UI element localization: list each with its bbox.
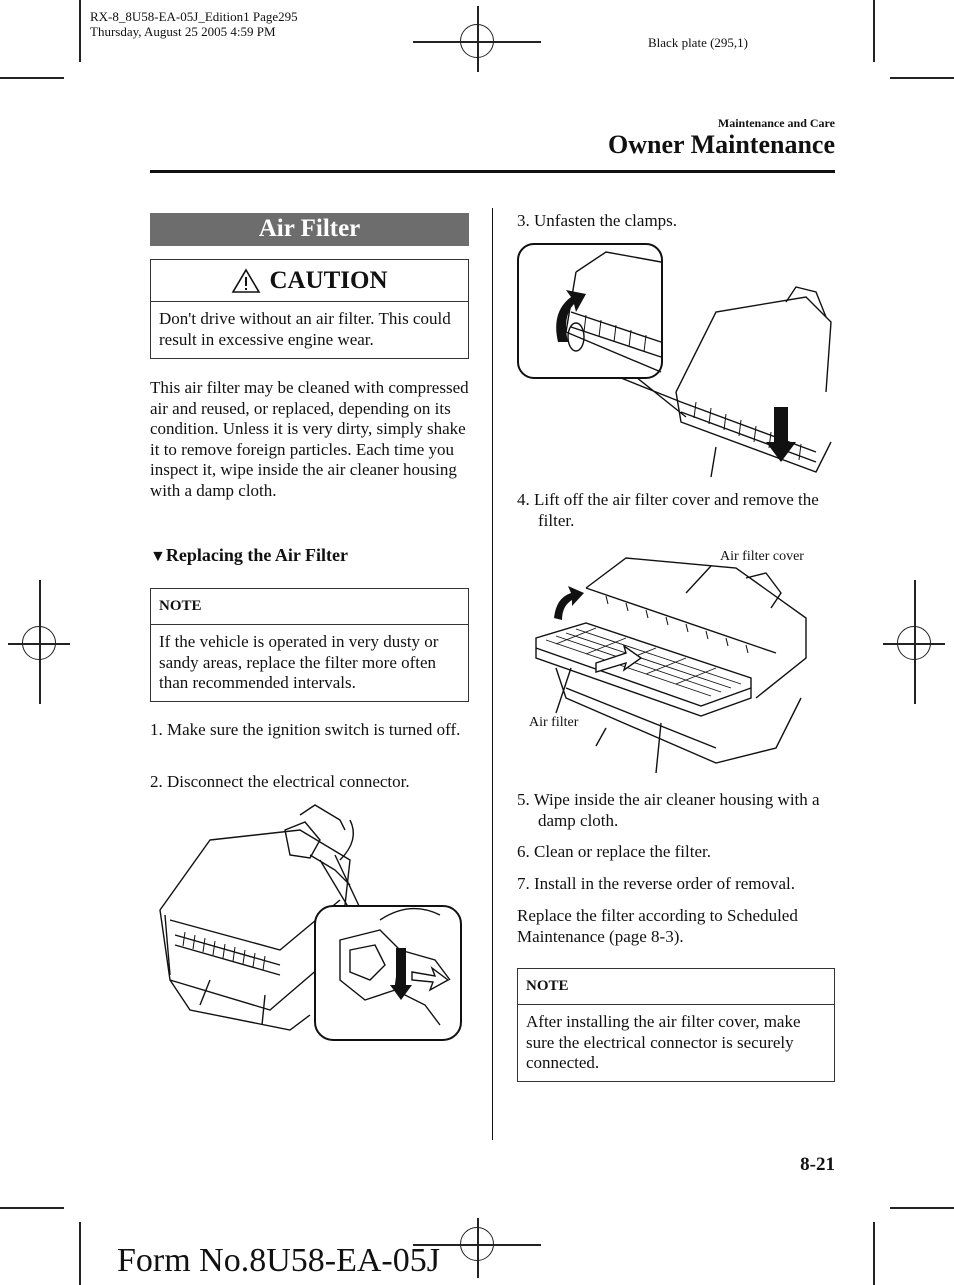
step-7: 7. Install in the reverse order of removal. — [517, 874, 796, 893]
subheading — [150, 545, 470, 566]
header-rule — [150, 170, 835, 173]
caution-text: Don't drive without an air filter. This could result in excessive engine wear. — [159, 309, 451, 349]
column-divider — [492, 208, 493, 1140]
section-heading: Air Filter — [150, 213, 469, 246]
step-5: 5. Wipe inside the air cleaner housing with a damp cloth. — [517, 790, 820, 830]
intro-paragraph: This air filter may be cleaned with compressed air and reused, or replaced, depending on its condition. Unless it is very dirty, simply shake it to remove foreign particles. Each time you inspect it, wipe inside the air cleaner housing with a damp cloth. — [150, 378, 469, 500]
caution-box — [150, 259, 469, 359]
form-number: Form No.8U58-EA-05J — [117, 1242, 440, 1279]
connector-figure — [150, 800, 470, 1050]
note-text: After installing the air filter cover, make sure the electrical connector is securely connected. — [526, 1012, 801, 1072]
print-info-line2: Thursday, August 25 2005 4:59 PM — [90, 24, 276, 39]
down-triangle-icon: ▼ — [150, 548, 166, 565]
section-label: Maintenance and Care — [717, 116, 835, 130]
step-6: 6. Clean or replace the filter. — [517, 842, 711, 861]
label-air-filter: Air filter — [529, 715, 579, 730]
note-box-right — [517, 968, 835, 1082]
note-title: NOTE — [518, 969, 834, 1005]
step-3: 3. Unfasten the clamps. — [517, 211, 678, 230]
caution-title: CAUTION — [269, 266, 388, 294]
note-text: If the vehicle is operated in very dusty or sandy areas, replace the filter more often than recommended intervals. — [159, 632, 439, 692]
label-air-filter-cover: Air filter cover — [720, 549, 804, 564]
page-number: 8-21 — [800, 1154, 835, 1175]
step-1: 1. Make sure the ignition switch is turned off. — [150, 720, 461, 739]
step-4: 4. Lift off the air filter cover and remove the filter. — [517, 490, 819, 530]
subheading-text: Replacing the Air Filter — [165, 545, 348, 565]
caution-header — [151, 260, 468, 302]
note-box-left — [150, 588, 469, 702]
step-2: 2. Disconnect the electrical connector. — [150, 772, 410, 791]
warning-triangle-icon — [231, 268, 261, 294]
print-info — [90, 9, 298, 39]
page-title: Owner Maintenance — [608, 130, 835, 159]
filter-removal-figure — [516, 548, 836, 778]
closing-paragraph: Replace the filter according to Scheduled Maintenance (page 8-3). — [517, 906, 798, 946]
print-info-line1: RX-8_8U58-EA-05J_Edition1 Page295 — [90, 9, 298, 24]
plate-info: Black plate (295,1) — [648, 35, 748, 50]
clamps-figure — [516, 242, 836, 482]
note-title: NOTE — [151, 589, 468, 625]
